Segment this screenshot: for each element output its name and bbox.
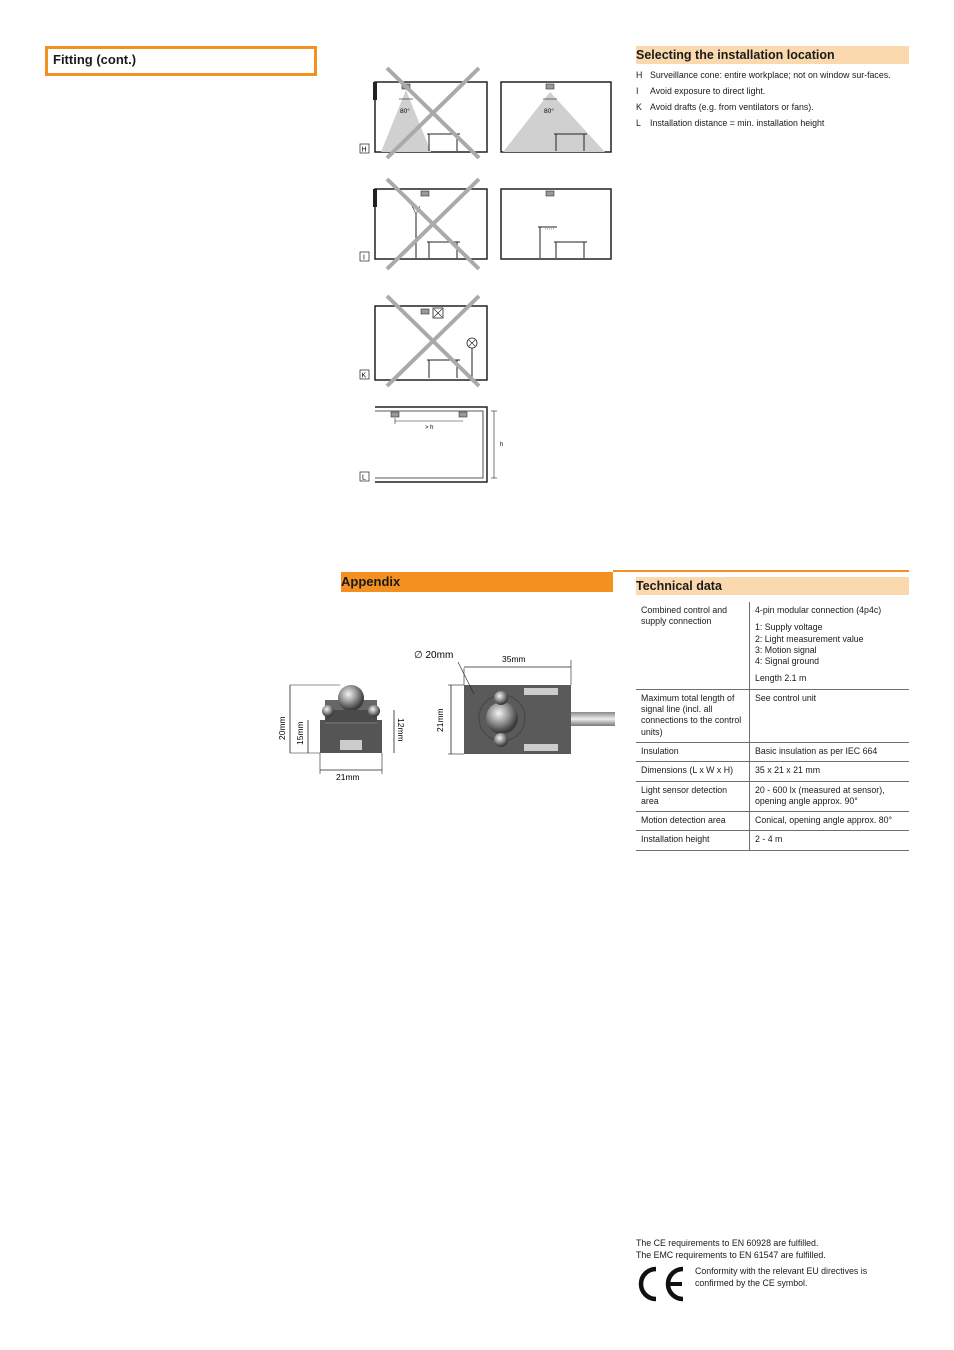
angle-label-h1: 80° bbox=[400, 108, 410, 115]
dim-height-total: 20mm bbox=[277, 716, 287, 740]
sensor-side-view bbox=[277, 685, 406, 782]
diagram-i-good bbox=[501, 189, 611, 259]
ce-conformity-text: Conformity with the relevant EU directives is confirmed by the CE symbol. bbox=[695, 1266, 868, 1288]
installation-diagrams bbox=[355, 62, 625, 490]
appendix-heading: Appendix bbox=[341, 574, 401, 589]
dist-label: > h bbox=[425, 425, 434, 431]
table-row: Combined control and supply connection 4-pin modular connection (4p4c) 1: Supply voltage 2: Light measurement value 3: Motion signal 4: Signal ground Length 2.1 m bbox=[636, 602, 909, 689]
fitting-heading: Fitting (cont.) bbox=[53, 52, 137, 67]
dim-width: 21mm bbox=[435, 708, 445, 732]
ce-mark-logo bbox=[636, 1265, 688, 1303]
angle-label-h2: 80° bbox=[544, 108, 554, 115]
dim-length: 35mm bbox=[502, 654, 526, 664]
compliance-text: The CE requirements to EN 60928 are fulfilled. The EMC requirements to EN 61547 are fulfilled. bbox=[636, 1238, 826, 1260]
table-row: Maximum total length of signal line (incl. all connections to the control units) See control unit bbox=[636, 689, 909, 742]
label-k: K bbox=[361, 372, 367, 380]
diagram-i-bad bbox=[360, 179, 487, 269]
diagram-h-bad bbox=[360, 68, 487, 158]
diagram-h-good bbox=[501, 82, 611, 152]
list-item: L Installation distance = min. installation height bbox=[636, 118, 825, 128]
sensor-top-view bbox=[414, 650, 615, 754]
location-heading: Selecting the installation location bbox=[636, 46, 909, 64]
sensor-dimension-drawing bbox=[270, 640, 620, 790]
table-row: Insulation Basic insulation as per IEC 664 bbox=[636, 742, 909, 761]
table-row: Motion detection area Conical, opening angle approx. 80° bbox=[636, 812, 909, 831]
table-row: Light sensor detection area 20 - 600 lx (measured at sensor), opening angle approx. 90° bbox=[636, 781, 909, 812]
label-i: I bbox=[363, 254, 365, 262]
fitting-heading-box bbox=[45, 46, 317, 76]
dim-side-width: 21mm bbox=[336, 772, 360, 782]
dim-diameter: ∅ 20mm bbox=[414, 650, 454, 661]
diagram-l bbox=[360, 407, 503, 482]
technical-data-table bbox=[636, 602, 909, 851]
list-item: I Avoid exposure to direct light. bbox=[636, 86, 766, 96]
dim-height-top: 12mm bbox=[396, 718, 406, 742]
label-h: H bbox=[361, 146, 367, 154]
label-l: L bbox=[362, 474, 366, 482]
section-divider bbox=[613, 570, 909, 572]
table-row: Dimensions (L x W x H) 35 x 21 x 21 mm bbox=[636, 762, 909, 781]
list-item: K Avoid drafts (e.g. from ventilators or fans). bbox=[636, 102, 814, 112]
list-item: H Surveillance cone: entire workplace; not on window sur-faces. bbox=[636, 70, 891, 80]
appendix-heading-bar bbox=[341, 572, 613, 592]
table-row: Installation height 2 - 4 m bbox=[636, 831, 909, 850]
location-list bbox=[636, 70, 909, 134]
technical-heading: Technical data bbox=[636, 577, 909, 595]
diagram-k-bad bbox=[360, 296, 487, 386]
dim-height-body: 15mm bbox=[295, 721, 305, 745]
height-label: h bbox=[500, 442, 504, 448]
